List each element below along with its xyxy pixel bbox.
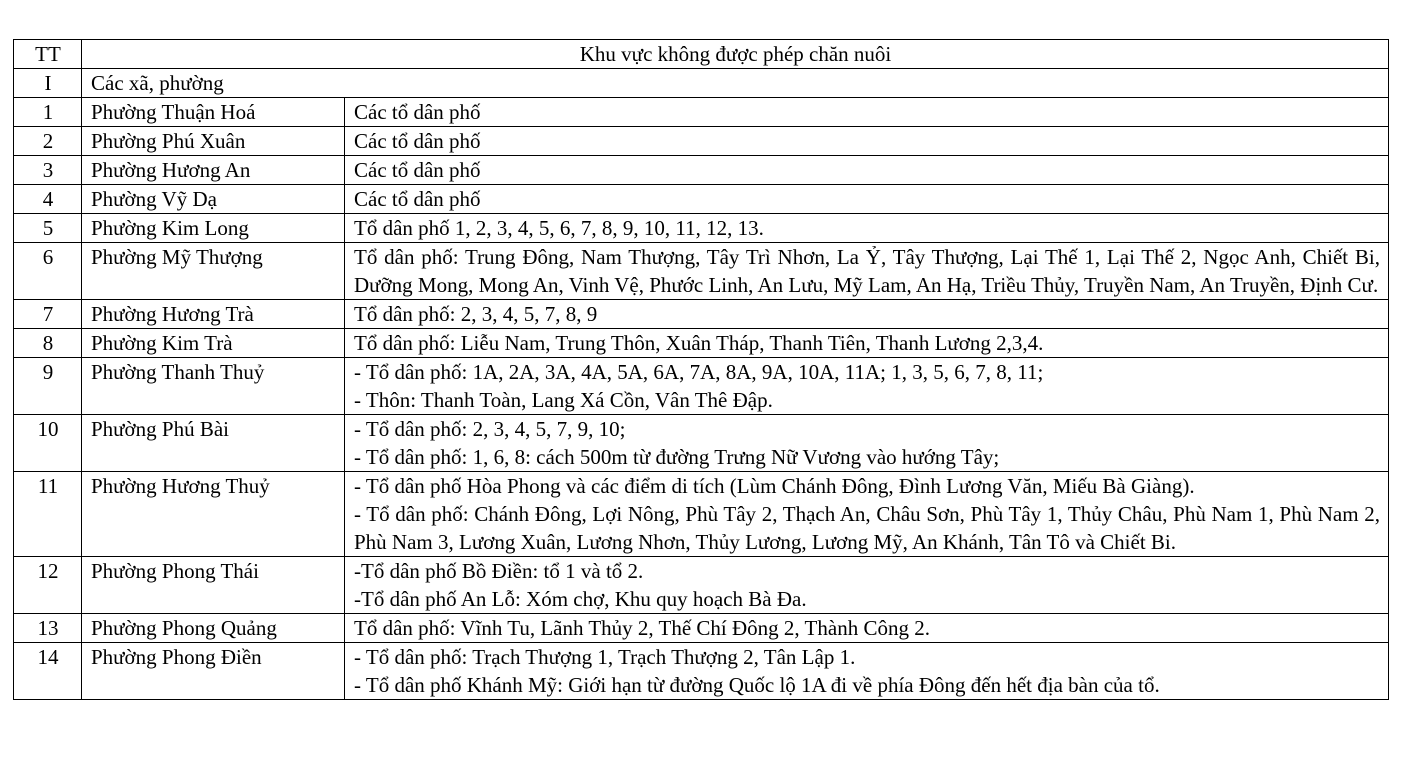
row-number: 11 (14, 472, 82, 557)
row-number: 2 (14, 127, 82, 156)
table-row (14, 329, 1389, 358)
restricted-area-cell (345, 358, 1389, 415)
ward-name: Phường Kim Trà (82, 329, 345, 358)
restricted-area-line: - Tổ dân phố Khánh Mỹ: Giới hạn từ đường Quốc lộ 1A đi về phía Đông đến hết địa bàn của tổ. (354, 673, 1160, 697)
section-row (14, 69, 1389, 98)
restricted-area-cell (345, 243, 1389, 300)
ward-name: Phường Hương Trà (82, 300, 345, 329)
table-row (14, 300, 1389, 329)
restricted-livestock-areas-table (13, 39, 1389, 700)
row-number: 13 (14, 614, 82, 643)
restricted-area-line: Tổ dân phố: Liễu Nam, Trung Thôn, Xuân Tháp, Thanh Tiên, Thanh Lương 2,3,4. (354, 331, 1044, 355)
section-title: Các xã, phường (82, 69, 1389, 98)
ward-name: Phường Phú Bài (82, 415, 345, 472)
restricted-area-line: Tổ dân phố 1, 2, 3, 4, 5, 6, 7, 8, 9, 10, 11, 12, 13. (354, 216, 764, 240)
ward-name: Phường Hương An (82, 156, 345, 185)
restricted-area-line: - Tổ dân phố Hòa Phong và các điểm di tích (Lùm Chánh Đông, Đình Lương Văn, Miếu Bà Giàng). (354, 474, 1195, 498)
table-body (14, 69, 1389, 700)
row-number: 10 (14, 415, 82, 472)
ward-name: Phường Mỹ Thượng (82, 243, 345, 300)
ward-name: Phường Thuận Hoá (82, 98, 345, 127)
table-row (14, 185, 1389, 214)
ward-name: Phường Phú Xuân (82, 127, 345, 156)
restricted-area-cell (345, 614, 1389, 643)
table-row (14, 358, 1389, 415)
restricted-area-cell (345, 472, 1389, 557)
row-number: 1 (14, 98, 82, 127)
restricted-area-line: - Tổ dân phố: 1, 6, 8: cách 500m từ đường Trưng Nữ Vương vào hướng Tây; (354, 445, 1000, 469)
restricted-area-line: Các tổ dân phố (354, 129, 481, 153)
table-row (14, 127, 1389, 156)
ward-name: Phường Phong Quảng (82, 614, 345, 643)
ward-name: Phường Vỹ Dạ (82, 185, 345, 214)
table-row (14, 415, 1389, 472)
row-number: 5 (14, 214, 82, 243)
header-title: Khu vực không được phép chăn nuôi (82, 40, 1389, 69)
restricted-area-cell (345, 329, 1389, 358)
restricted-area-cell (345, 214, 1389, 243)
restricted-area-line: Tổ dân phố: Vĩnh Tu, Lãnh Thủy 2, Thế Chí Đông 2, Thành Công 2. (354, 616, 930, 640)
restricted-area-line: - Thôn: Thanh Toàn, Lang Xá Cồn, Vân Thê Đập. (354, 388, 773, 412)
restricted-area-line: - Tổ dân phố: Trạch Thượng 1, Trạch Thượng 2, Tân Lập 1. (354, 645, 856, 669)
row-number: 8 (14, 329, 82, 358)
restricted-area-line: Tổ dân phố: 2, 3, 4, 5, 7, 8, 9 (354, 302, 598, 326)
ward-name: Phường Thanh Thuỷ (82, 358, 345, 415)
row-number: 4 (14, 185, 82, 214)
ward-name: Phường Phong Thái (82, 557, 345, 614)
restricted-area-cell (345, 156, 1389, 185)
restricted-area-line: Các tổ dân phố (354, 187, 481, 211)
ward-name: Phường Hương Thuỷ (82, 472, 345, 557)
table-header-row (14, 40, 1389, 69)
restricted-area-line: Các tổ dân phố (354, 100, 481, 124)
row-number: 9 (14, 358, 82, 415)
table-row (14, 214, 1389, 243)
ward-name: Phường Kim Long (82, 214, 345, 243)
restricted-area-cell (345, 98, 1389, 127)
restricted-area-line: -Tổ dân phố Bồ Điền: tổ 1 và tổ 2. (354, 559, 644, 583)
restricted-area-line: Các tổ dân phố (354, 158, 481, 182)
restricted-area-cell (345, 643, 1389, 700)
table-row (14, 243, 1389, 300)
row-number: 12 (14, 557, 82, 614)
restricted-area-line: Tổ dân phố: Trung Đông, Nam Thượng, Tây Trì Nhơn, La Ỷ, Tây Thượng, Lại Thế 1, Lại Thế 2, Ngọc Anh, Chiết Bi, Dưỡng Mong, Mong An, Vinh Vệ, Phước Linh, An Lưu, Mỹ Lam, An Hạ, Triều Thủy, Truyền Nam, An Truyền, Định Cư. (354, 245, 1381, 297)
table-row (14, 472, 1389, 557)
row-number: 3 (14, 156, 82, 185)
section-number: I (14, 69, 82, 98)
table-row (14, 98, 1389, 127)
restricted-area-line: -Tổ dân phố An Lỗ: Xóm chợ, Khu quy hoạch Bà Đa. (354, 587, 807, 611)
restricted-area-cell (345, 185, 1389, 214)
restricted-area-cell (345, 127, 1389, 156)
table-row (14, 614, 1389, 643)
table-row (14, 156, 1389, 185)
restricted-area-line: - Tổ dân phố: 2, 3, 4, 5, 7, 9, 10; (354, 417, 626, 441)
row-number: 7 (14, 300, 82, 329)
restricted-area-line: - Tổ dân phố: 1A, 2A, 3A, 4A, 5A, 6A, 7A, 8A, 9A, 10A, 11A; 1, 3, 5, 6, 7, 8, 11; (354, 360, 1044, 384)
row-number: 6 (14, 243, 82, 300)
restricted-area-cell (345, 300, 1389, 329)
row-number: 14 (14, 643, 82, 700)
restricted-area-line: - Tổ dân phố: Chánh Đông, Lợi Nông, Phù Tây 2, Thạch An, Châu Sơn, Phù Tây 1, Thủy Châu, Phù Nam 1, Phù Nam 2, Phù Nam 3, Lương Xuân, Lương Nhơn, Thủy Lương, Lương Mỹ, An Khánh, Tân Tô và Chiết Bi. (354, 502, 1381, 554)
table-row (14, 643, 1389, 700)
ward-name: Phường Phong Điền (82, 643, 345, 700)
restricted-area-cell (345, 415, 1389, 472)
header-tt: TT (14, 40, 82, 69)
table-row (14, 557, 1389, 614)
restricted-area-cell (345, 557, 1389, 614)
